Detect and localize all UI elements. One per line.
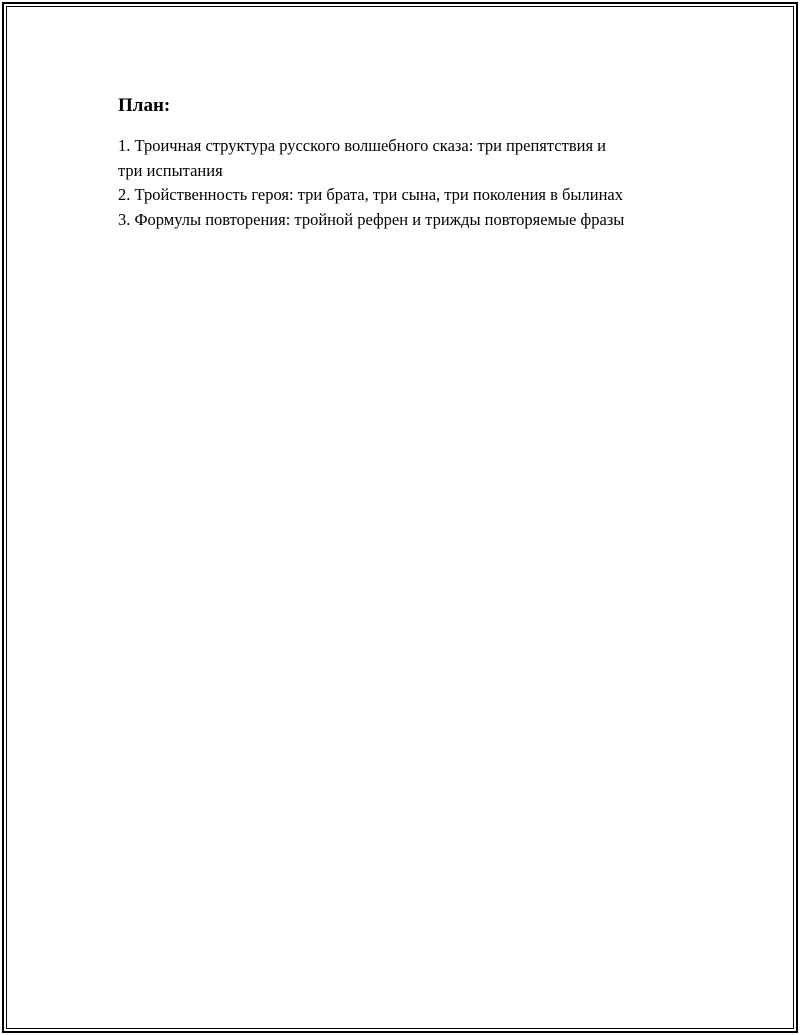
plan-item-1-line-2: три испытания: [118, 160, 223, 180]
plan-list: [118, 134, 718, 232]
plan-heading: План:: [118, 95, 171, 116]
plan-item-3: [118, 208, 718, 233]
plan-item-1: [118, 134, 718, 183]
plan-item-2-line-1: 2. Тройственность героя: три брата, три сына, три поколения в былинах: [118, 185, 623, 204]
plan-item-1-line-1: 1. Троичная структура русского волшебного сказа: три препятствия и: [118, 136, 606, 155]
plan-item-2: [118, 183, 718, 208]
plan-item-3-line-1: 3. Формулы повторения: тройной рефрен и трижды повторяемые фразы: [118, 209, 625, 229]
page-content: [118, 92, 718, 232]
